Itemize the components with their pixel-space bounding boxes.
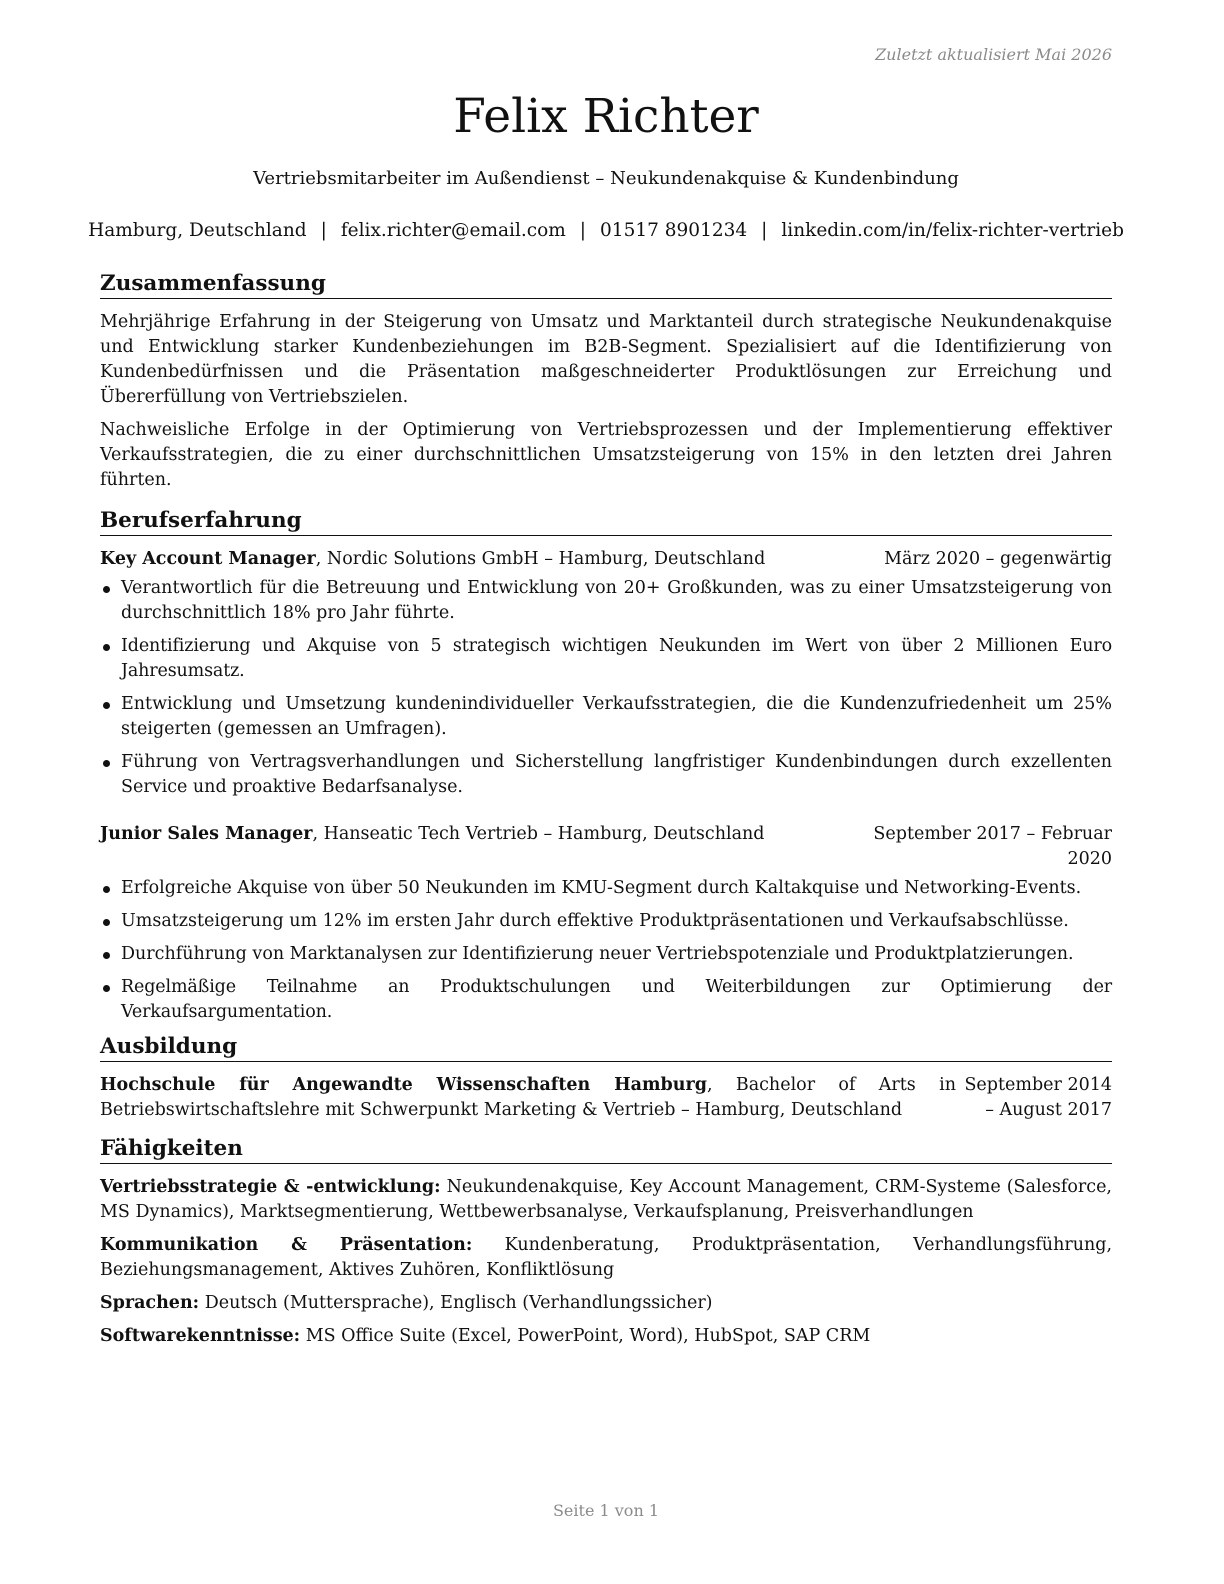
skill-text: MS Office Suite (Excel, PowerPoint, Word), HubSpot, SAP CRM: [300, 1326, 871, 1346]
section-title-summary: Zusammenfassung: [100, 270, 1112, 299]
section-title-experience: Berufserfahrung: [100, 507, 1112, 536]
job-entry: [100, 822, 1112, 1025]
education-entry: [100, 1073, 1112, 1123]
job-bullets: [100, 876, 1112, 1025]
list-item: [100, 692, 1112, 742]
contact-location: Hamburg, Deutschland: [88, 220, 307, 241]
list-item: [100, 975, 1112, 1025]
skill-text: Kundenberatung, Produktpräsentation, Verhandlungsführung, Beziehungsmanagement, Aktives Zuhören, Konfliktlösung: [100, 1235, 1113, 1280]
job-company: , Hanseatic Tech Vertrieb – Hamburg, Deutschland: [312, 824, 765, 844]
bullet-text: Verantwortlich für die Betreuung und Entwicklung von 20+ Großkunden, was zu einer Umsatzsteigerung von durchschnittlich 18% pro Jahr führte.: [121, 578, 1112, 623]
list-item: [100, 909, 1112, 934]
candidate-headline: Vertriebsmitarbeiter im Außendienst – Neukundenakquise & Kundenbindung: [253, 168, 959, 189]
contact-email[interactable]: felix.richter@email.com: [340, 220, 566, 241]
bullet-icon: [103, 919, 110, 926]
skill-row: [100, 1291, 1112, 1316]
summary-paragraph: Mehrjährige Erfahrung in der Steigerung von Umsatz und Marktanteil durch strategische Neukundenakquise und Entwicklung starker Kundenbeziehungen im B2B-Segment. Spezialisiert auf die Identifizierung von Kundenbedürfnissen und die Präsentation maßgeschneiderter Produktlösungen zur Erreichung und Übererfüllung von Vertriebszielen.: [100, 312, 1112, 407]
skill-label: Sprachen:: [100, 1293, 200, 1313]
list-item: [100, 750, 1112, 800]
section-title-education: Ausbildung: [100, 1033, 1112, 1062]
bullet-text: Umsatzsteigerung um 12% im ersten Jahr durch effektive Produktpräsentationen und Verkaufsabschlüsse.: [121, 911, 1069, 931]
skill-row: [100, 1175, 1112, 1225]
contact-separator: |: [320, 220, 327, 241]
skill-label: Kommunikation & Präsentation:: [100, 1235, 473, 1255]
education-dates: September 2014 – August 2017: [964, 1075, 1112, 1120]
job-header: [100, 822, 1112, 872]
skill-text: Deutsch (Muttersprache), Englisch (Verhandlungssicher): [199, 1293, 713, 1313]
bullet-icon: [103, 886, 110, 893]
contact-linkedin[interactable]: linkedin.com/in/felix-richter-vertrieb: [781, 220, 1124, 241]
bullet-text: Identifizierung und Akquise von 5 strategisch wichtigen Neukunden im Wert von über 2 Millionen Euro Jahresumsatz.: [121, 636, 1112, 681]
bullet-icon: [103, 985, 110, 992]
bullet-text: Führung von Vertragsverhandlungen und Sicherstellung langfristiger Kundenbindungen durch exzellenten Service und proaktive Bedarfsanalyse.: [121, 752, 1112, 797]
resume-body: [100, 270, 1112, 1357]
section-title-skills: Fähigkeiten: [100, 1135, 1112, 1164]
job-entry: [100, 547, 1112, 800]
bullet-icon: [103, 760, 110, 767]
bullet-text: Entwicklung und Umsetzung kundenindividueller Verkaufsstrategien, die die Kundenzufriedenheit um 25% steigerten (gemessen an Umfragen).: [121, 694, 1112, 739]
last-updated-note: Zuletzt aktualisiert Mai 2026: [875, 45, 1112, 64]
skill-label: Softwarekenntnisse:: [100, 1326, 301, 1346]
page-number: Seite 1 von 1: [552, 1501, 660, 1520]
bullet-text: Durchführung von Marktanalysen zur Identifizierung neuer Vertriebspotenziale und Produktplatzierungen.: [121, 944, 1074, 964]
skill-text: Neukundenakquise, Key Account Management, CRM-Systeme (Salesforce, MS Dynamics), Marktsegmentierung, Wettbewerbsanalyse, Verkaufsplanung, Preisverhandlungen: [100, 1177, 1112, 1222]
bullet-text: Regelmäßige Teilnahme an Produktschulungen und Weiterbildungen zur Optimierung der Verkaufsargumentation.: [121, 977, 1112, 1022]
summary-paragraph: Nachweisliche Erfolge in der Optimierung von Vertriebsprozessen und der Implementierung effektiver Verkaufsstrategien, die zu einer durchschnittlichen Umsatzsteigerung von 15% in den letzten drei Jahren führten.: [100, 420, 1112, 490]
job-dates: März 2020 – gegenwärtig: [884, 549, 1112, 569]
bullet-icon: [103, 702, 110, 709]
list-item: [100, 942, 1112, 967]
skill-row: [100, 1324, 1112, 1349]
skill-row: [100, 1233, 1112, 1283]
education-degree: , Bachelor of Arts in Betriebswirtschaftslehre mit Schwerpunkt Marketing & Vertrieb – Hamburg, Deutschland: [100, 1075, 956, 1120]
job-bullets: [100, 576, 1112, 800]
job-role: Junior Sales Manager: [100, 824, 313, 844]
bullet-icon: [103, 586, 110, 593]
bullet-icon: [103, 952, 110, 959]
bullet-icon: [103, 644, 110, 651]
list-item: [100, 576, 1112, 626]
contact-line: [0, 219, 1212, 243]
job-company: , Nordic Solutions GmbH – Hamburg, Deutschland: [315, 549, 766, 569]
list-item: [100, 876, 1112, 901]
job-header: [100, 547, 1112, 572]
job-dates: September 2017 – Februar 2020: [873, 824, 1112, 869]
education-school: Hochschule für Angewandte Wissenschaften Hamburg: [100, 1075, 707, 1095]
job-role: Key Account Manager: [100, 549, 316, 569]
candidate-name: Felix Richter: [453, 89, 759, 144]
contact-separator: |: [761, 220, 768, 241]
bullet-text: Erfolgreiche Akquise von über 50 Neukunden im KMU-Segment durch Kaltakquise und Networking-Events.: [121, 878, 1082, 898]
contact-phone[interactable]: 01517 8901234: [600, 220, 748, 241]
list-item: [100, 634, 1112, 684]
contact-separator: |: [579, 220, 587, 241]
skill-label: Vertriebsstrategie & -entwicklung:: [100, 1177, 441, 1197]
